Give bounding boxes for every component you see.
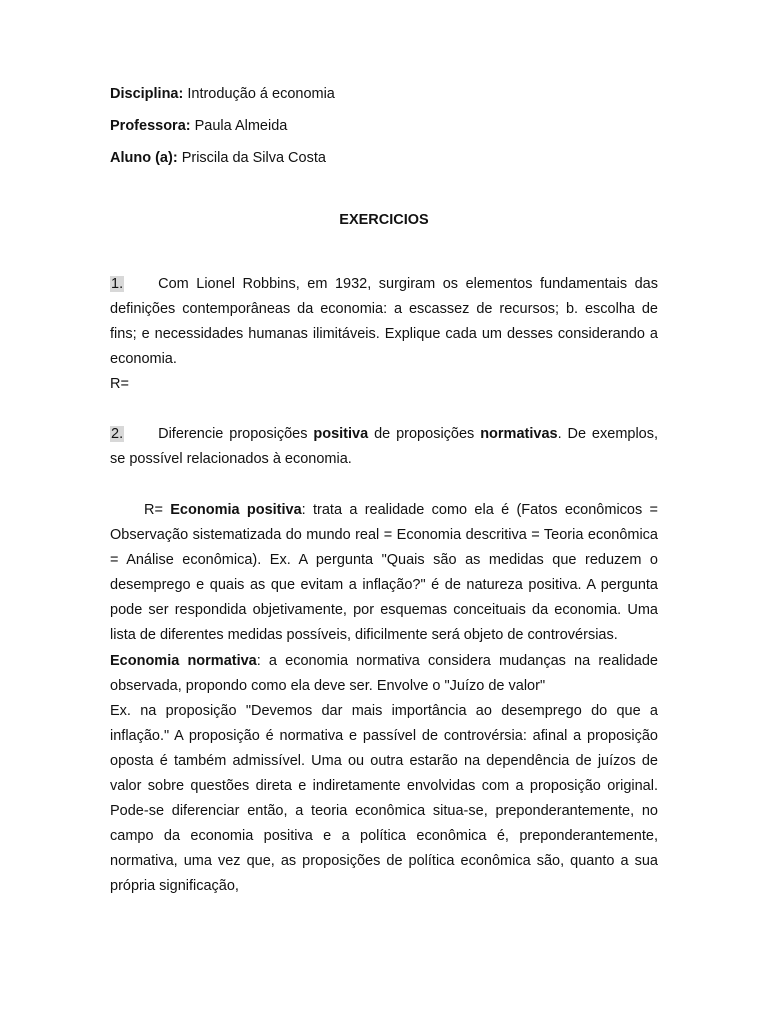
professora-line bbox=[110, 118, 287, 134]
question-1-number: 1. bbox=[111, 276, 124, 292]
answer-2 bbox=[110, 498, 658, 900]
disciplina-line bbox=[110, 86, 335, 102]
question-1-answer-prefix: R= bbox=[110, 376, 129, 393]
question-1-text: Com Lionel Robbins, em 1932, surgiram os elementos fundamentais das definições contemporâneas da economia: a escassez de recursos; b. escolha de fins; e necessidades humanas ilimitáveis. Explique cada um desses considerando a economia. bbox=[110, 276, 658, 368]
normativa-text: : a economia normativa considera mudanças na realidade observada, propondo como ela deve ser. Envolve o "Juízo de valor" bbox=[110, 652, 658, 694]
positiva-term: Economia positiva bbox=[170, 502, 302, 518]
disciplina-label: Disciplina: bbox=[110, 86, 184, 102]
question-2-bold-positiva: positiva bbox=[313, 426, 369, 442]
answer-2-prefix: R= bbox=[144, 502, 163, 518]
professora-label: Professora: bbox=[110, 118, 191, 134]
positiva-text: : trata a realidade como ela é (Fatos econômicos = Observação sistematizada do mundo real = Economia descritiva = Teoria econômica = Análise econômica). Ex. A pergunta "Quais são as medidas que reduzem o desemprego e quais as que evitam a inflação?" é de natureza positiva. A pergunta pode ser respondida objetivamente, por esquemas conceituais da economia. Uma lista de diferentes medidas possíveis, dificilmente será objeto de controvérsias. bbox=[110, 502, 659, 644]
normativa-term: Economia normativa bbox=[110, 652, 257, 669]
disciplina-value: Introdução á economia bbox=[187, 86, 335, 102]
question-2 bbox=[110, 422, 658, 472]
example-text: Ex. na proposição "Devemos dar mais importância ao desemprego do que a inflação." A proposição é normativa e passível de controvérsia: afinal a proposição oposta é também admissível. Uma ou outra estarão na dependência de juízos de valor sobre questões direta e indiretamente envolvidas com a proposição original. Pode-se diferenciar então, a teoria econômica situa-se, preponderantemente, no campo da economia positiva e a política econômica é, preponderantemente, normativa, uma vez que, as proposições de política econômica são, quanto a sua própria significação, bbox=[110, 702, 658, 895]
question-1 bbox=[110, 272, 658, 397]
professora-value: Paula Almeida bbox=[194, 118, 288, 134]
question-2-bold-normativas: normativas bbox=[480, 426, 558, 442]
question-2-number: 2. bbox=[111, 426, 124, 442]
question-2-text-a: Diferencie proposições bbox=[158, 426, 308, 442]
aluno-value: Priscila da Silva Costa bbox=[181, 150, 326, 166]
aluno-label: Aluno (a): bbox=[110, 150, 178, 166]
page-title: EXERCICIOS bbox=[339, 212, 429, 228]
question-2-text-b: de proposições bbox=[374, 426, 475, 442]
question-2-text-c: . De exemplos, se possível relacionados à economia. bbox=[110, 426, 659, 468]
aluno-line bbox=[110, 150, 326, 166]
